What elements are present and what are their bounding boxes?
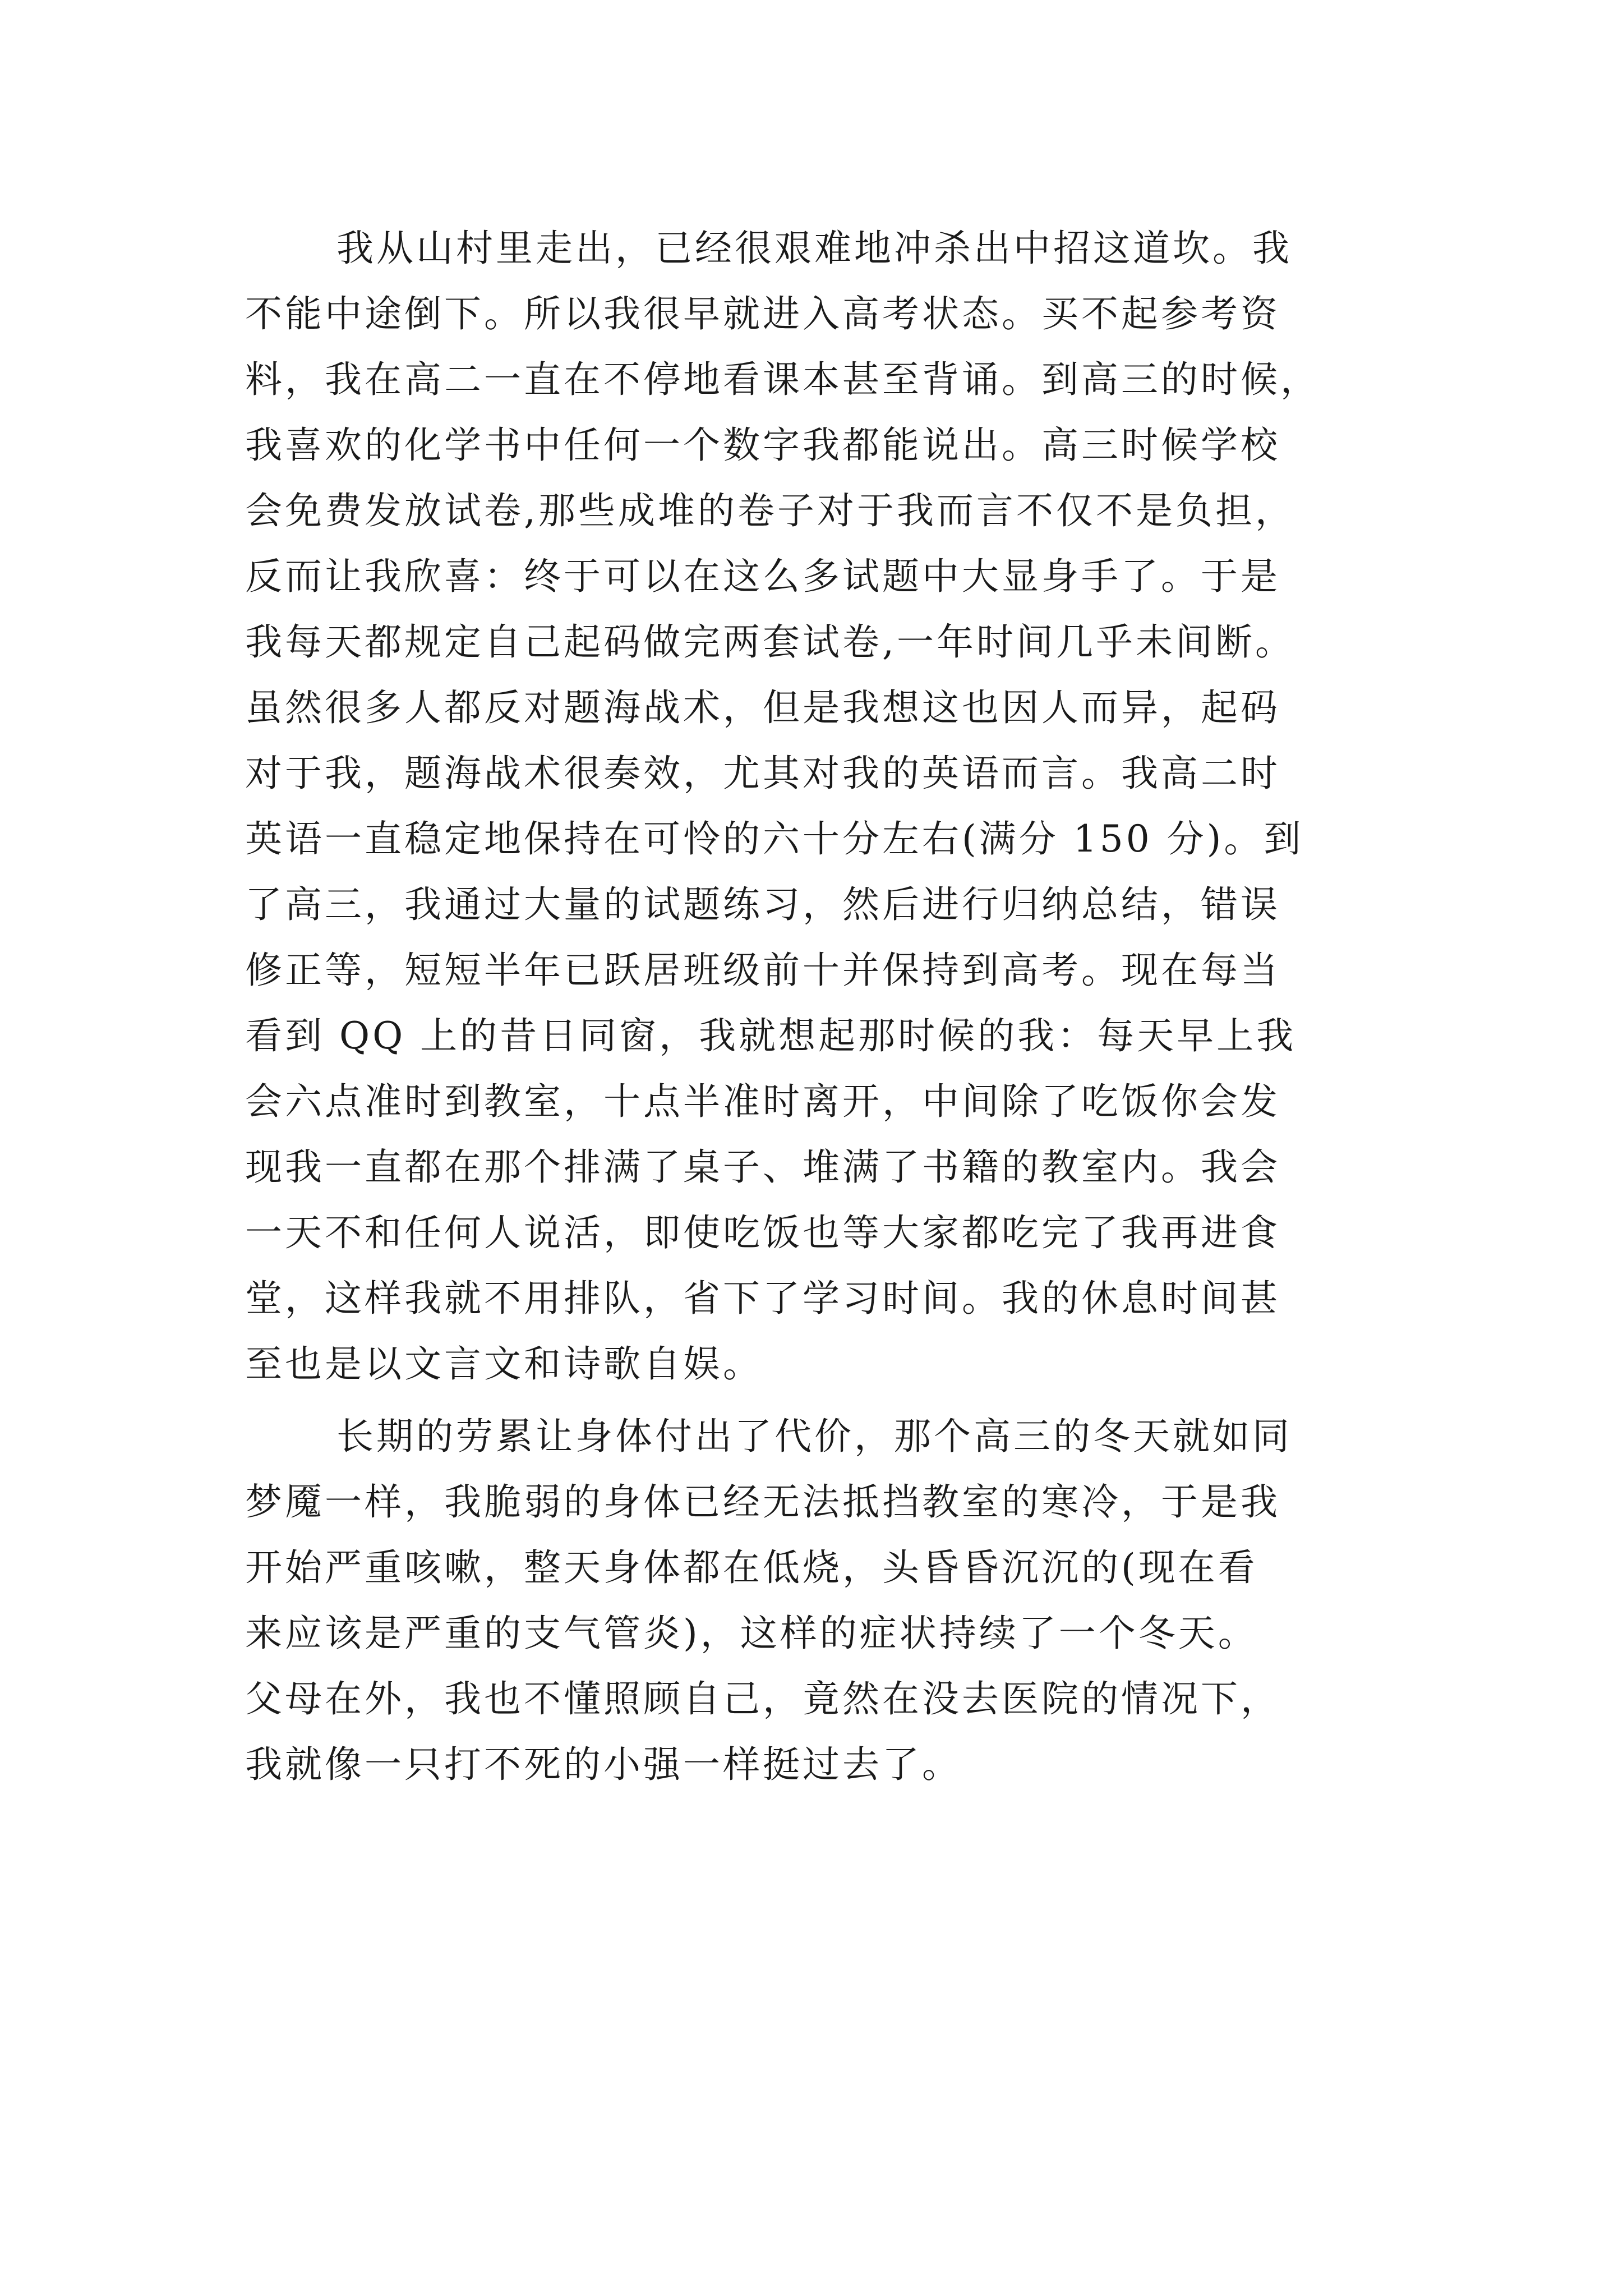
text-line: 反而让我欣喜：终于可以在这么多试题中大显身手了。于是 (245, 555, 1280, 598)
text-line: 料，我在高二一直在不停地看课本甚至背诵。到高三的时候， (245, 358, 1320, 401)
text-line: 我从山村里走出，已经很艰难地冲杀出中招这道坎。我 (336, 227, 1292, 270)
text-line: 对于我，题海战术很奏效，尤其对我的英语而言。我高二时 (245, 752, 1280, 795)
text-line: 现我一直都在那个排满了桌子、堆满了书籍的教室内。我会 (245, 1145, 1280, 1189)
text-line: 不能中途倒下。所以我很早就进入高考状态。买不起参考资 (245, 292, 1280, 335)
text-line: 我喜欢的化学书中任何一个数字我都能说出。高三时候学校 (245, 424, 1280, 467)
text-line: 堂，这样我就不用排队，省下了学习时间。我的休息时间甚 (245, 1277, 1280, 1320)
paragraph-1 (245, 215, 1389, 1397)
text-line: 一天不和任何人说活，即使吃饭也等大家都吃完了我再进食 (245, 1211, 1280, 1254)
text-line: 来应该是严重的支气管炎)，这样的症状持续了一个冬天。 (245, 1612, 1258, 1655)
text-line: 我每天都规定自己起码做完两套试卷,一年时间几乎未间断。 (245, 620, 1295, 664)
text-line: 看到 QQ 上的昔日同窗，我就想起那时候的我：每天早上我 (245, 1014, 1297, 1057)
body-text (245, 215, 1389, 1797)
text-line: 会免费发放试卷,那些成堆的卷子对于我而言不仅不是负担， (245, 489, 1295, 532)
text-line: 长期的劳累让身体付出了代价，那个高三的冬天就如同 (336, 1415, 1292, 1458)
text-line: 修正等，短短半年已跃居班级前十并保持到高考。现在每当 (245, 949, 1280, 992)
paragraph-spacing (245, 1397, 1389, 1404)
text-line: 至也是以文言文和诗歌自娱。 (245, 1342, 763, 1386)
text-line: 会六点准时到教室，十点半准时离开，中间除了吃饭你会发 (245, 1080, 1280, 1123)
text-line: 我就像一只打不死的小强一样挺过去了。 (245, 1743, 962, 1786)
text-line: 虽然很多人都反对题海战术，但是我想这也因人而异，起码 (245, 686, 1280, 729)
text-line: 英语一直稳定地保持在可怜的六十分左右(满分 150 分)。到 (245, 817, 1304, 861)
text-line: 父母在外，我也不懂照顾自己，竟然在没去医院的情况下， (245, 1677, 1280, 1720)
text-line: 了高三，我通过大量的试题练习，然后进行归纳总结，错误 (245, 883, 1280, 926)
text-line: 梦魇一样，我脆弱的身体已经无法抵挡教室的寒冷，于是我 (245, 1480, 1280, 1524)
paragraph-2 (245, 1404, 1389, 1797)
text-line: 开始严重咳嗽，整天身体都在低烧，头昏昏沉沉的(现在看 (245, 1546, 1258, 1589)
